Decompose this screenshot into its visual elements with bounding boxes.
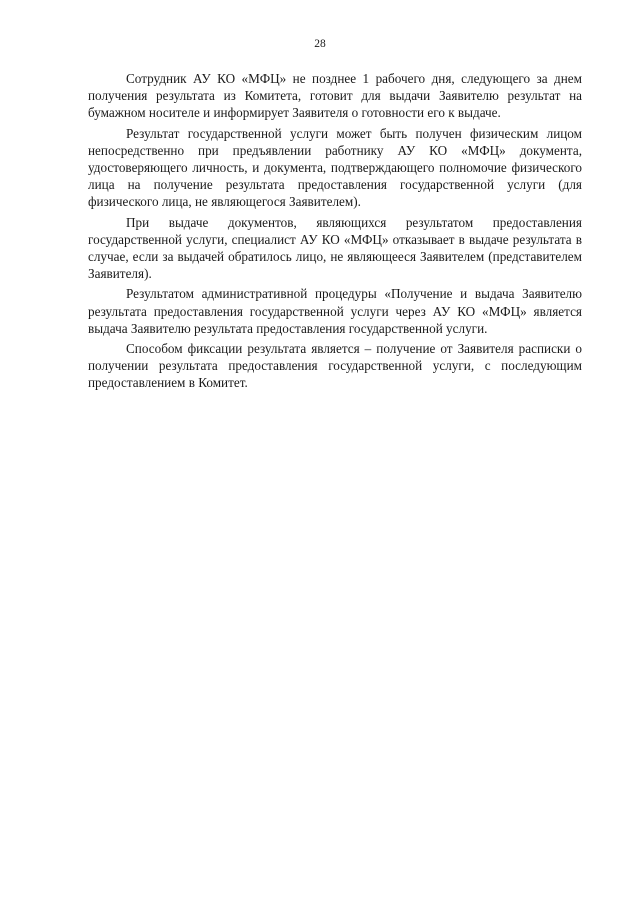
paragraph-result-preparation: Сотрудник АУ КО «МФЦ» не позднее 1 рабочего дня, следующего за днем получения результата из Комитета, готовит для выдачи Заявителю результат на бумажном носителе и информирует Заявителя о готовности его к выдаче. [88, 71, 582, 121]
page-number: 28 [314, 38, 326, 50]
document-body [88, 70, 582, 395]
paragraph-fixation-method: Способом фиксации результата является – получение от Заявителя расписки о получении результата предоставления государственной услуги, с последующим предоставлением в Комитет. [88, 341, 582, 391]
paragraph-refusal: При выдаче документов, являющихся результатом предоставления государственной услуги, специалист АУ КО «МФЦ» отказывает в выдаче результата в случае, если за выдачей обратилось лицо, не являющееся Заявителем (представителем Заявителя). [88, 214, 582, 282]
paragraph-result-receipt: Результат государственной услуги может быть получен физическим лицом непосредственно при предъявлении работнику АУ КО «МФЦ» документа, удостоверяющего личность, и документа, подтверждающего полномочие физического лица на получение результата предоставления государственной услуги (для физического лица, не являющегося Заявителем). [88, 125, 582, 210]
paragraph-procedure-result: Результатом административной процедуры «Получение и выдача Заявителю результата предоставления государственной услуги через АУ КО «МФЦ» является выдача Заявителю результата предоставления государственной услуги. [88, 286, 582, 336]
